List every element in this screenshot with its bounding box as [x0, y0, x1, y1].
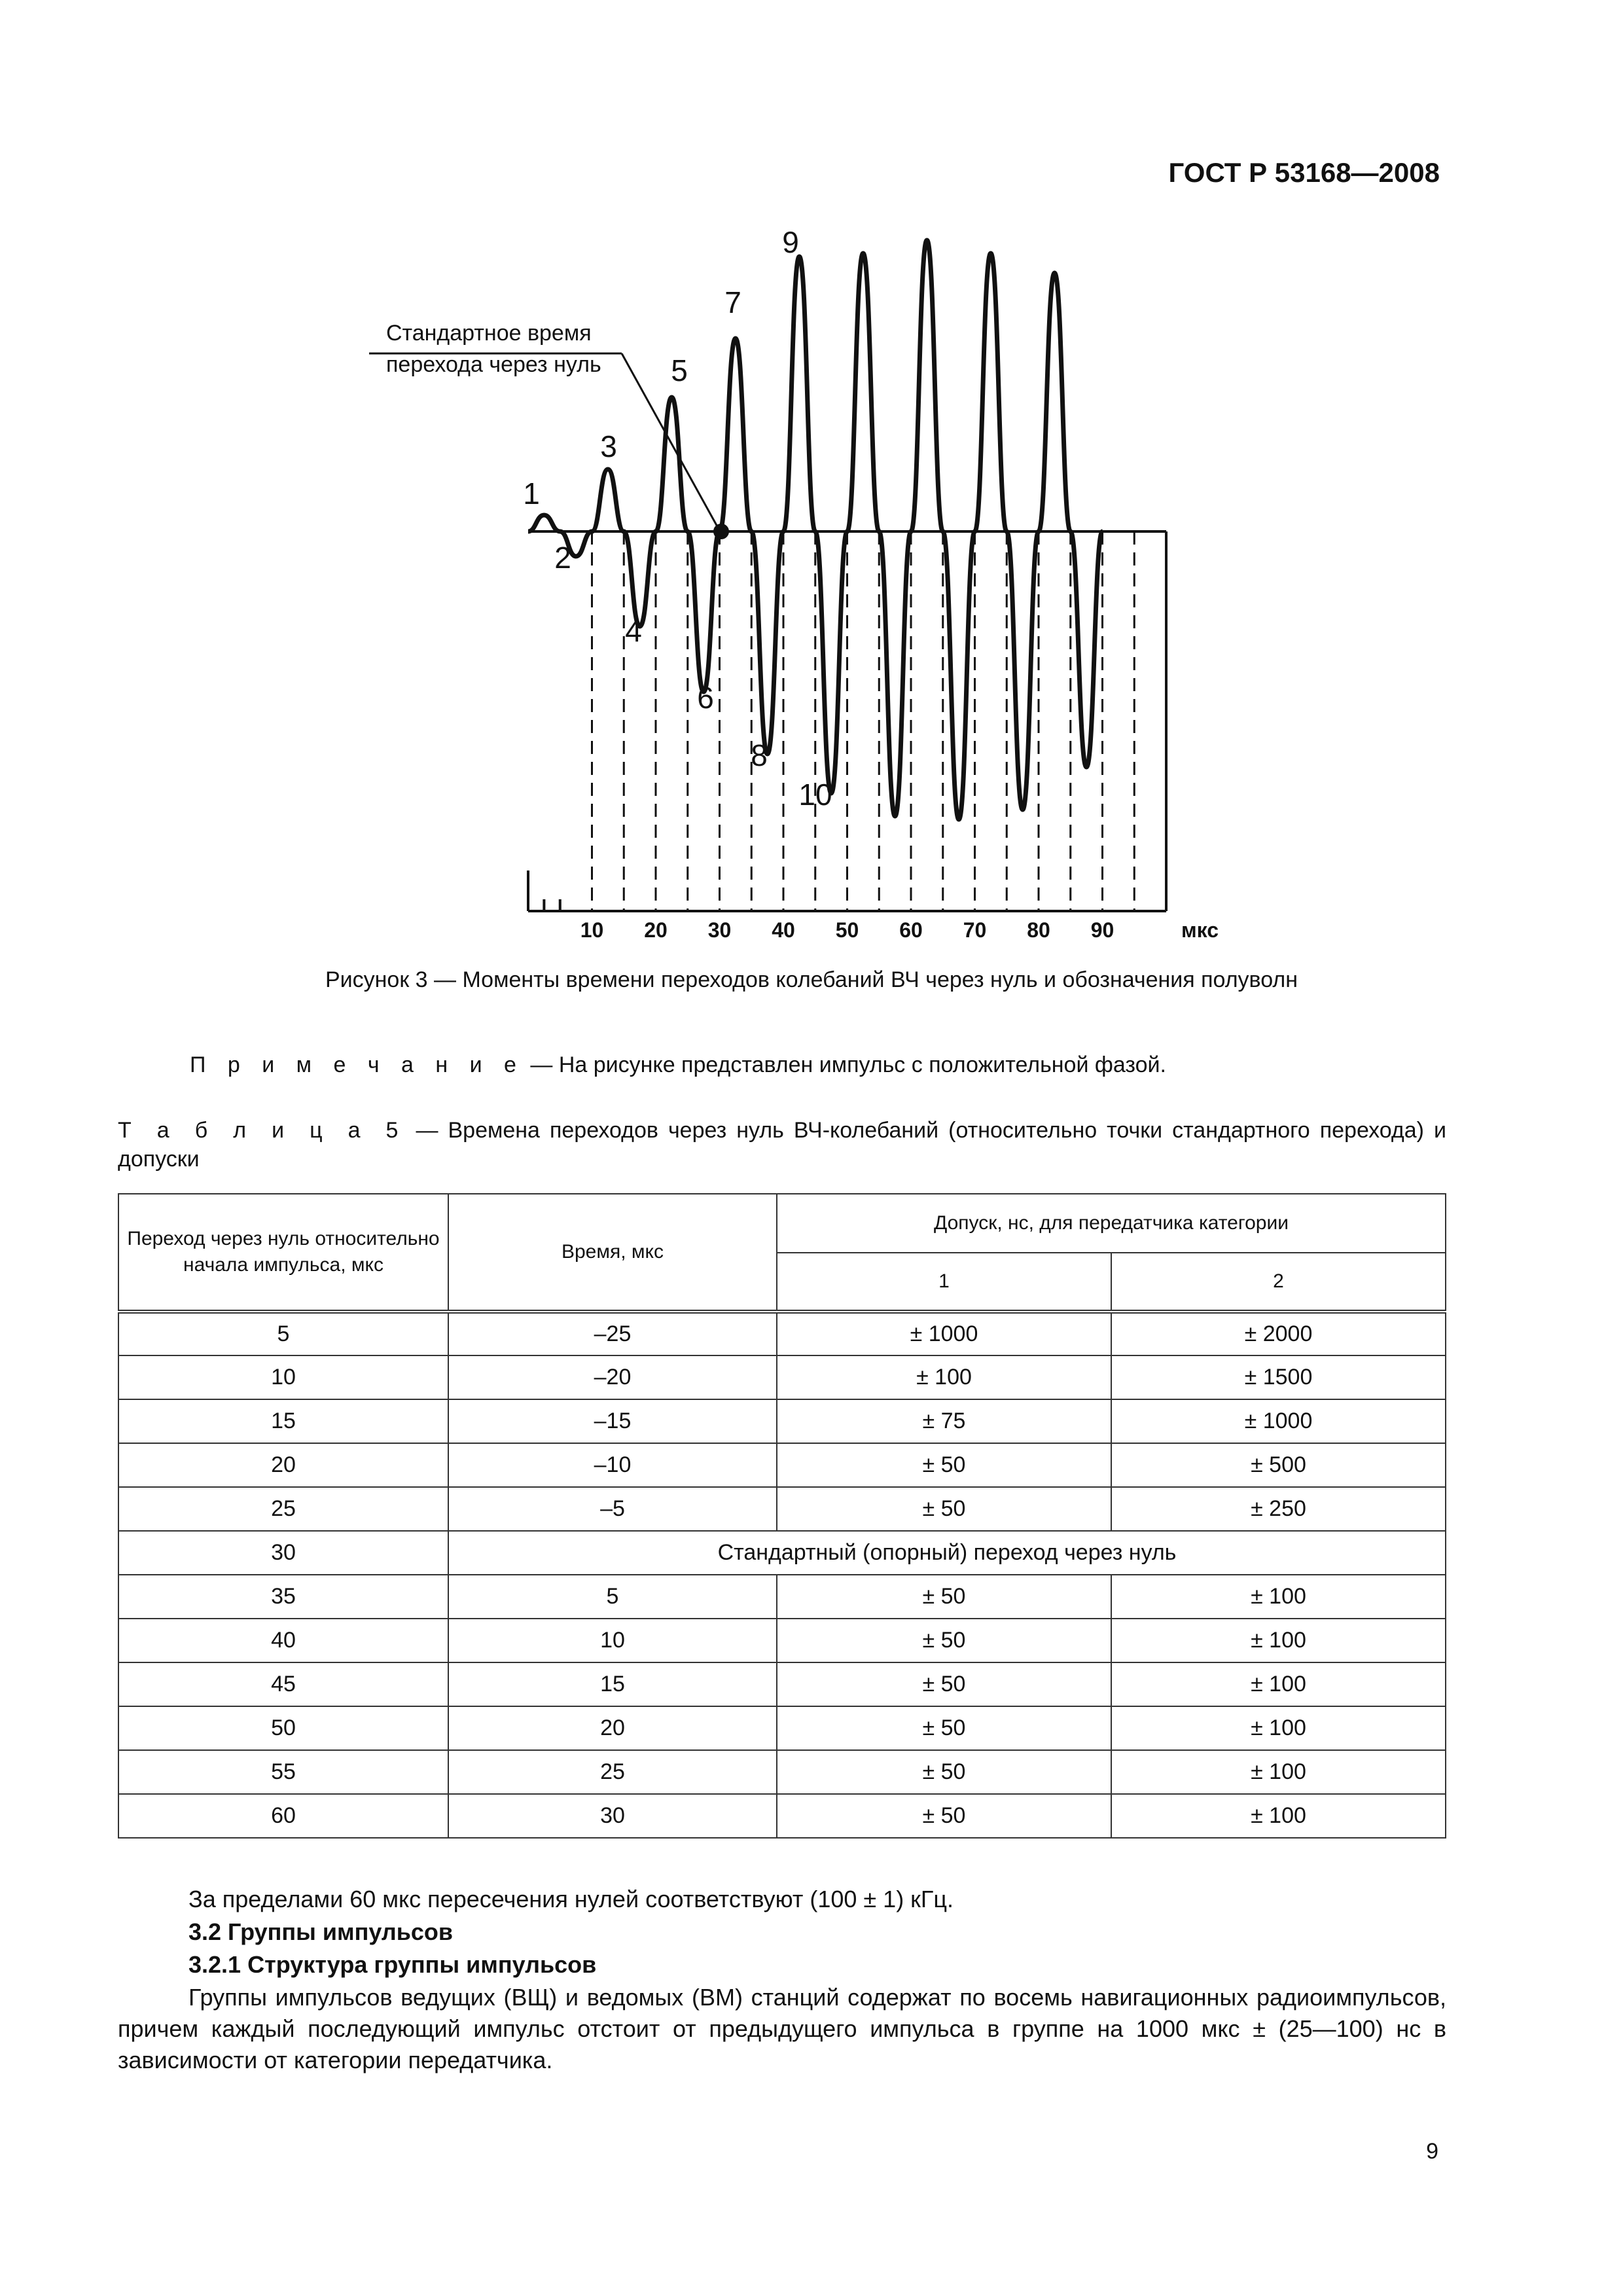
half-wave-label: 2 — [554, 541, 571, 575]
table-row — [118, 1619, 1446, 1662]
table-cell: 55 — [118, 1750, 448, 1794]
table-cell: ± 50 — [777, 1619, 1111, 1662]
section-heading-3-2-1: 3.2.1 Структура группы импульсов — [188, 1951, 597, 1978]
axis-unit: мкс — [1181, 918, 1219, 942]
note — [190, 1052, 1166, 1078]
table-cell: 15 — [118, 1399, 448, 1443]
half-wave-label: 4 — [625, 614, 642, 648]
half-wave-label: 7 — [724, 285, 741, 319]
table-cell: Стандартный (опорный) переход через нуль — [448, 1531, 1446, 1575]
table-title-text: — Времена переходов через нуль ВЧ-колебаний (относительно точки стандартного перехода) и допуски — [118, 1118, 1446, 1172]
table-cell: ± 1000 — [777, 1312, 1111, 1355]
table-cell: ± 2000 — [1111, 1312, 1446, 1355]
table-cell: 60 — [118, 1794, 448, 1838]
table-cell: 40 — [118, 1619, 448, 1662]
table-cell: ± 100 — [1111, 1794, 1446, 1838]
table-row — [118, 1575, 1446, 1619]
table-cell: –10 — [448, 1443, 777, 1487]
table-cell: –15 — [448, 1399, 777, 1443]
table-cell: 25 — [448, 1750, 777, 1794]
table-cell: ± 50 — [777, 1750, 1111, 1794]
table-cell: 20 — [118, 1443, 448, 1487]
table-cell: ± 1500 — [1111, 1355, 1446, 1399]
tick-label: 90 — [1090, 918, 1115, 942]
table-row — [118, 1443, 1446, 1487]
table-cell: 10 — [448, 1619, 777, 1662]
table-row — [118, 1312, 1446, 1355]
table-title — [118, 1116, 1446, 1174]
table-cell: 10 — [118, 1355, 448, 1399]
half-wave-label: 10 — [798, 778, 832, 812]
figure-caption: Рисунок 3 — Моменты времени переходов колебаний ВЧ через нуль и обозначения полуволн — [325, 967, 1298, 992]
table-cell: 25 — [118, 1487, 448, 1531]
tick-label: 50 — [835, 918, 859, 942]
table-title-lead: Т а б л и ц а 5 — [118, 1118, 406, 1143]
table-cell: 45 — [118, 1662, 448, 1706]
table-cell: ± 100 — [777, 1355, 1111, 1399]
half-wave-label: 8 — [751, 738, 768, 772]
tick-label: 80 — [1027, 918, 1050, 942]
table-row — [118, 1706, 1446, 1750]
table-cell: –20 — [448, 1355, 777, 1399]
table-cell: 35 — [118, 1575, 448, 1619]
tick-label: 70 — [963, 918, 987, 942]
table-cell: ± 1000 — [1111, 1399, 1446, 1443]
tick-label: 60 — [899, 918, 923, 942]
half-wave-label: 3 — [600, 429, 617, 463]
table-cell: ± 50 — [777, 1794, 1111, 1838]
paragraph-zero-crossings: За пределами 60 мкс пересечения нулей соответствуют (100 ± 1) кГц. — [188, 1886, 954, 1912]
table-row — [118, 1750, 1446, 1794]
table-cell: ± 100 — [1111, 1662, 1446, 1706]
table-row — [118, 1355, 1446, 1399]
tick-label: 10 — [580, 918, 604, 942]
table-cell: 5 — [448, 1575, 777, 1619]
table-cell: –25 — [448, 1312, 777, 1355]
paragraph-pulse-groups: Группы импульсов ведущих (ВЩ) и ведомых (ВМ) станций содержат по восемь навигационных радиоимпульсов, причем каждый последующий импульс отстоит от предыдущего импульса в группе на 1000 мкс ± (25—100) нс в зависимости от категории передатчика. — [118, 1984, 1446, 2073]
table-row — [118, 1794, 1446, 1838]
table-cell: ± 100 — [1111, 1619, 1446, 1662]
half-wave-label: 6 — [697, 681, 714, 715]
table-cell: 20 — [448, 1706, 777, 1750]
table-cell: ± 100 — [1111, 1706, 1446, 1750]
section-heading-3-2: 3.2 Группы импульсов — [188, 1918, 454, 1945]
table-cell: ± 100 — [1111, 1750, 1446, 1794]
zero-crossing-point — [713, 524, 729, 539]
table-row — [118, 1531, 1446, 1575]
figure-3-waveform — [366, 216, 1257, 956]
table-row — [118, 1662, 1446, 1706]
header-transition: Переход через нуль относительно начала импульса, мкс — [118, 1194, 448, 1312]
table-cell: ± 75 — [777, 1399, 1111, 1443]
header-category-2: 2 — [1111, 1253, 1446, 1312]
document-header: ГОСТ Р 53168—2008 — [1168, 157, 1440, 188]
table-cell: 30 — [118, 1531, 448, 1575]
tick-label: 30 — [707, 918, 732, 942]
note-text: — На рисунке представлен импульс с положительной фазой. — [524, 1052, 1166, 1077]
half-wave-label: 1 — [523, 476, 540, 511]
half-wave-label: 9 — [782, 225, 799, 259]
table-cell: ± 50 — [777, 1706, 1111, 1750]
table-row — [118, 1399, 1446, 1443]
table-cell: ± 500 — [1111, 1443, 1446, 1487]
table-cell: ± 50 — [777, 1487, 1111, 1531]
table-cell: ± 100 — [1111, 1575, 1446, 1619]
table-cell: ± 50 — [777, 1575, 1111, 1619]
half-wave-label: 5 — [671, 353, 688, 387]
callout-arrow — [622, 353, 719, 529]
table-row — [118, 1487, 1446, 1531]
table-cell: –5 — [448, 1487, 777, 1531]
callout-text-line1: Стандартное время — [386, 321, 592, 346]
page-number: 9 — [1426, 2139, 1438, 2164]
table-cell: ± 50 — [777, 1662, 1111, 1706]
table-5 — [118, 1193, 1446, 1839]
tick-label: 40 — [772, 918, 795, 942]
table-cell: 50 — [118, 1706, 448, 1750]
header-tolerance: Допуск, нс, для передатчика категории — [777, 1194, 1446, 1253]
tick-label: 20 — [644, 918, 668, 942]
table-cell: ± 250 — [1111, 1487, 1446, 1531]
table-cell: ± 50 — [777, 1443, 1111, 1487]
header-time: Время, мкс — [448, 1194, 777, 1312]
note-lead: П р и м е ч а н и е — [190, 1052, 524, 1077]
table-cell: 15 — [448, 1662, 777, 1706]
header-category-1: 1 — [777, 1253, 1111, 1312]
table-cell: 30 — [448, 1794, 777, 1838]
callout-text-line2: перехода через нуль — [386, 352, 601, 377]
table-cell: 5 — [118, 1312, 448, 1355]
